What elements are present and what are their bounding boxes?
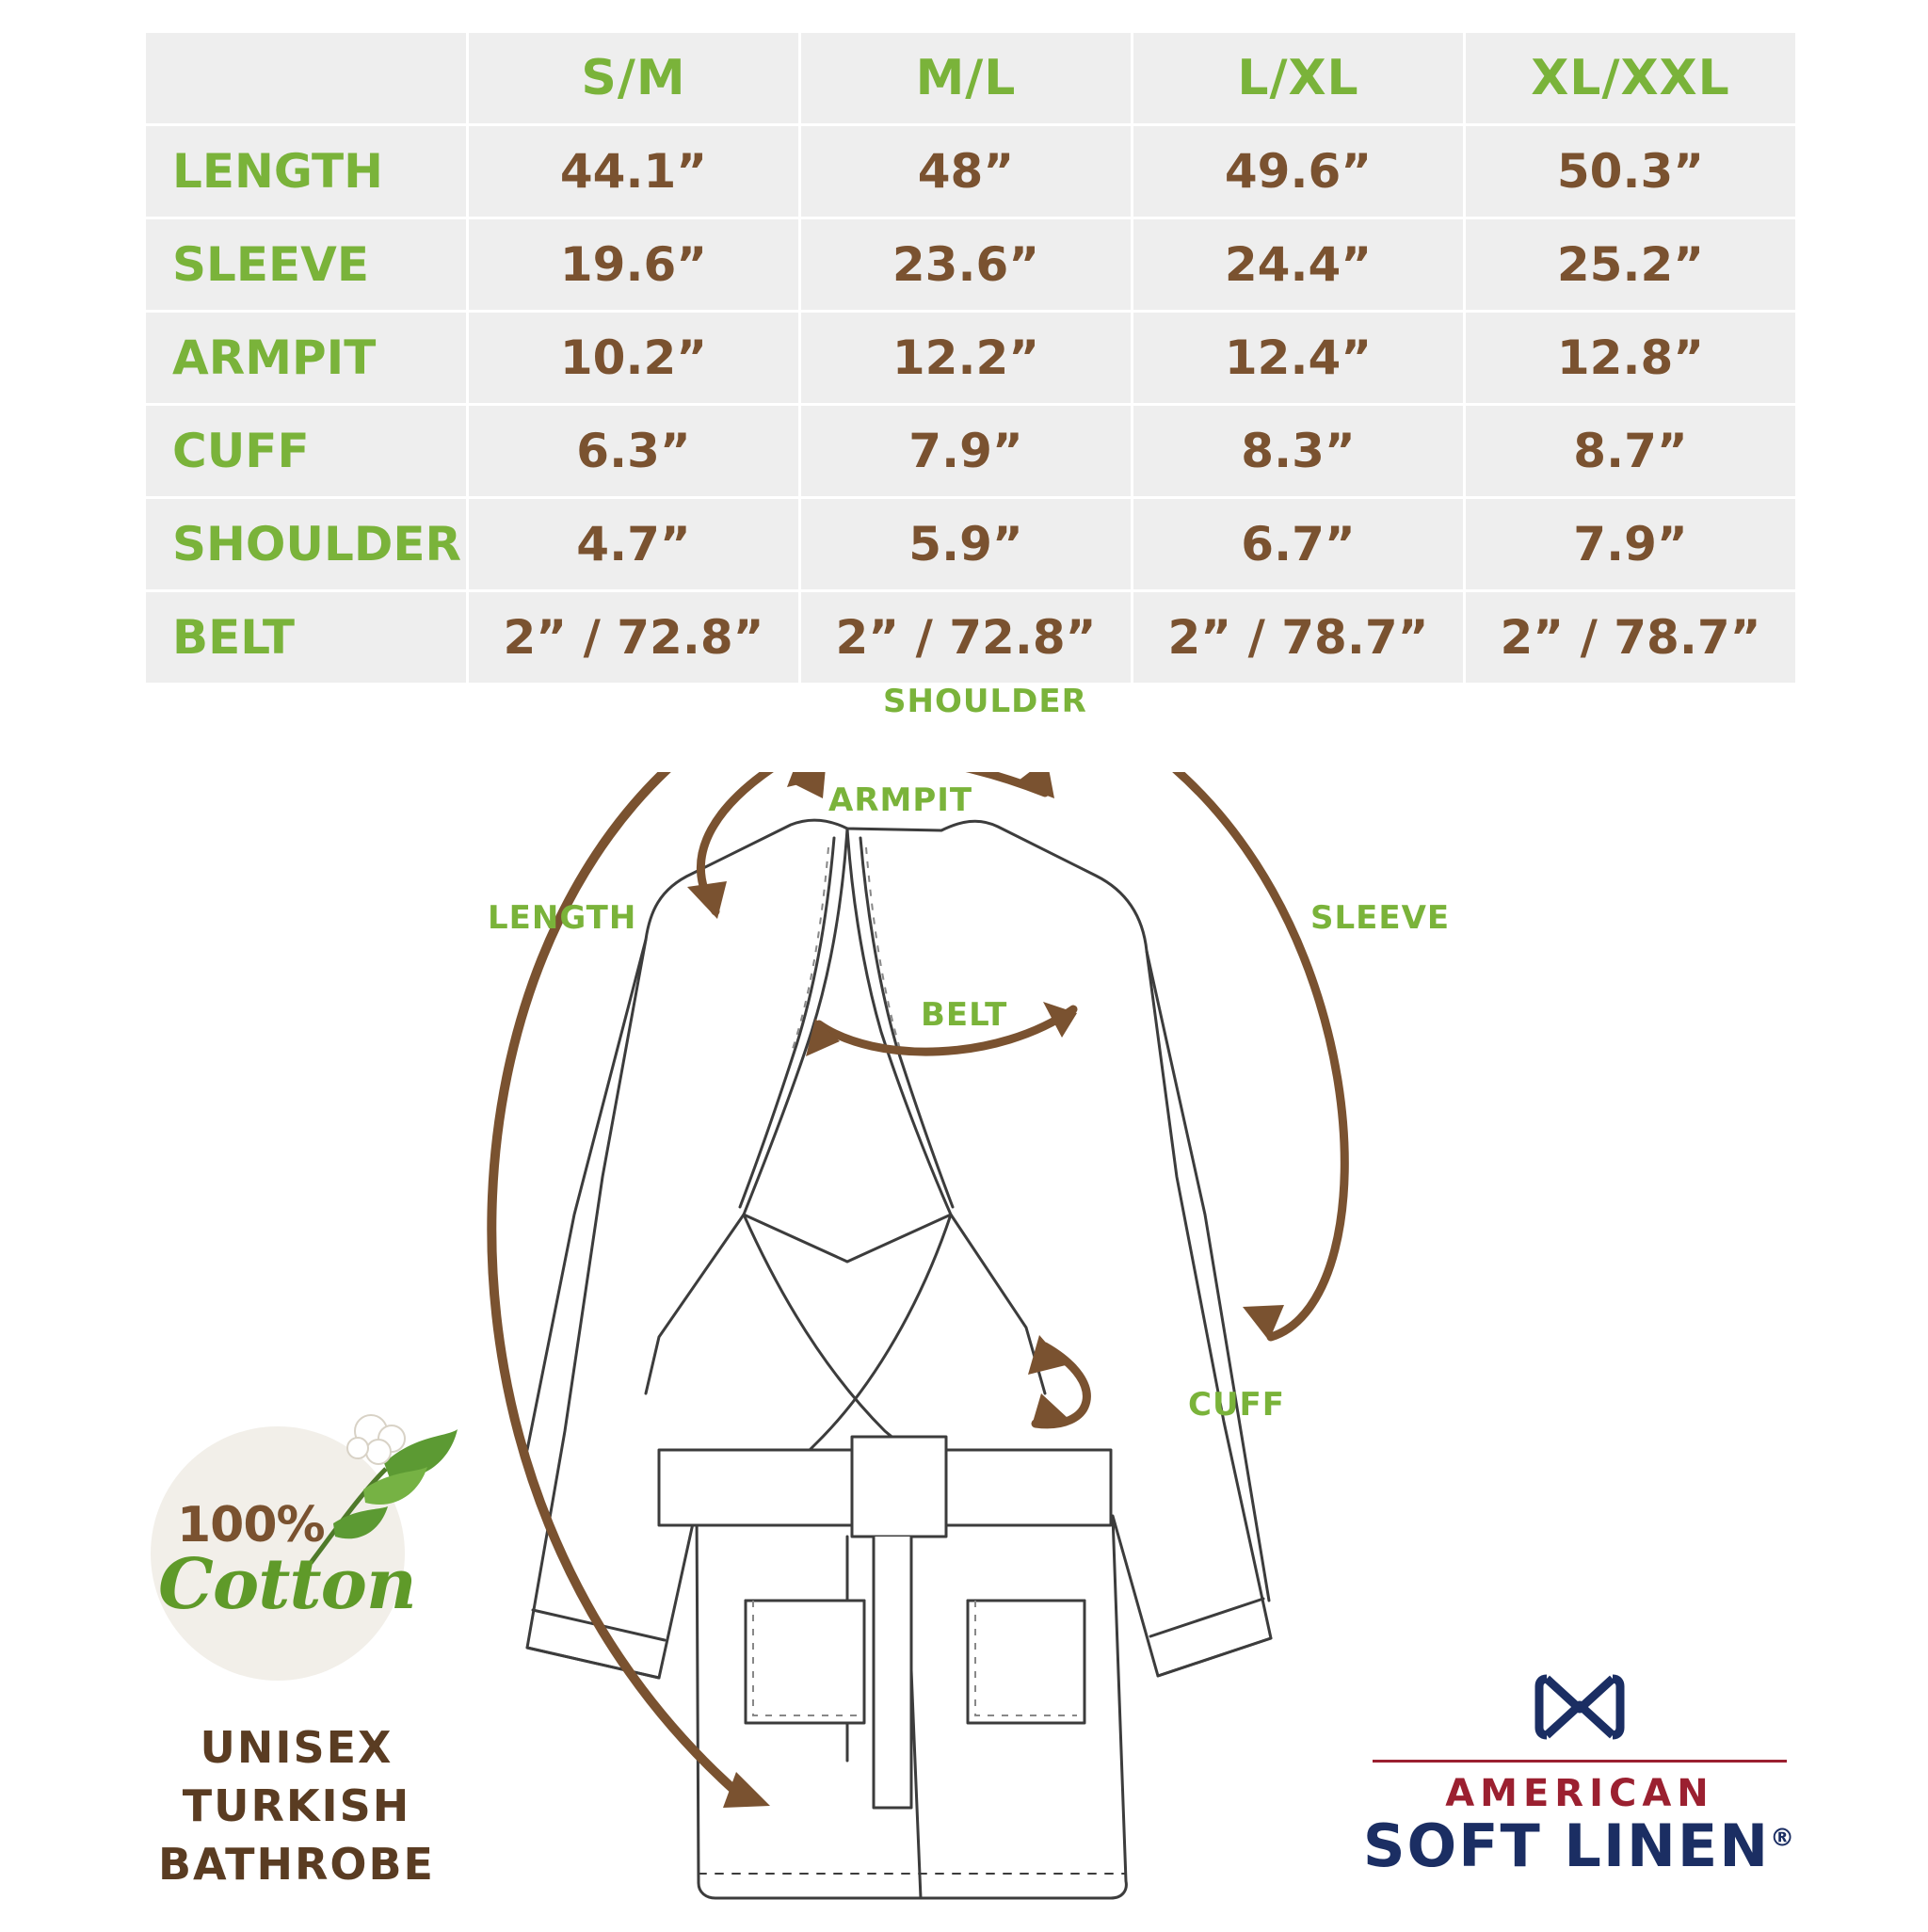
cell-cuff-ml: 7.9” bbox=[800, 405, 1133, 498]
caption-line-2: TURKISH bbox=[182, 1780, 411, 1832]
column-header-xlxxl: XL/XXL bbox=[1465, 32, 1797, 125]
column-header-sm: S/M bbox=[468, 32, 800, 125]
brand-divider bbox=[1373, 1760, 1787, 1763]
cell-sleeve-lxl: 24.4” bbox=[1133, 218, 1465, 312]
cell-belt-sm: 2” / 72.8” bbox=[468, 591, 800, 684]
badge-material: Cotton bbox=[158, 1544, 416, 1625]
cell-armpit-xlxxl: 12.8” bbox=[1465, 312, 1797, 405]
size-table bbox=[143, 30, 1798, 685]
row-label-cuff: CUFF bbox=[145, 405, 468, 498]
column-header-ml: M/L bbox=[800, 32, 1133, 125]
label-shoulder: SHOULDER bbox=[883, 683, 1087, 720]
label-belt: BELT bbox=[921, 996, 1008, 1034]
knot-logo-icon bbox=[1518, 1660, 1641, 1754]
cell-shoulder-xlxxl: 7.9” bbox=[1465, 498, 1797, 591]
cell-sleeve-xlxxl: 25.2” bbox=[1465, 218, 1797, 312]
row-label-armpit: ARMPIT bbox=[145, 312, 468, 405]
row-label-shoulder: SHOULDER bbox=[145, 498, 468, 591]
label-sleeve: SLEEVE bbox=[1310, 899, 1451, 937]
cell-cuff-sm: 6.3” bbox=[468, 405, 800, 498]
brand-soft-linen-text: SOFT LINEN bbox=[1362, 1811, 1771, 1880]
row-label-sleeve: SLEEVE bbox=[145, 218, 468, 312]
column-header-lxl: L/XL bbox=[1133, 32, 1465, 125]
caption-line-3: BATHROBE bbox=[158, 1839, 435, 1891]
cell-length-lxl: 49.6” bbox=[1133, 125, 1465, 218]
label-cuff: CUFF bbox=[1188, 1386, 1286, 1424]
label-armpit: ARMPIT bbox=[828, 781, 973, 819]
cell-belt-xlxxl: 2” / 78.7” bbox=[1465, 591, 1797, 684]
table-corner-cell bbox=[145, 32, 468, 125]
table-header-row bbox=[145, 32, 1797, 125]
cell-cuff-lxl: 8.3” bbox=[1133, 405, 1465, 498]
cell-length-sm: 44.1” bbox=[468, 125, 800, 218]
cell-belt-lxl: 2” / 78.7” bbox=[1133, 591, 1465, 684]
product-caption bbox=[113, 1718, 480, 1893]
brand-lockup bbox=[1335, 1660, 1824, 1880]
cell-shoulder-sm: 4.7” bbox=[468, 498, 800, 591]
table-row bbox=[145, 125, 1797, 218]
brand-american: AMERICAN bbox=[1445, 1771, 1714, 1815]
badge-percent: 100% bbox=[177, 1497, 325, 1554]
label-length: LENGTH bbox=[488, 899, 637, 937]
cell-armpit-lxl: 12.4” bbox=[1133, 312, 1465, 405]
cell-sleeve-ml: 23.6” bbox=[800, 218, 1133, 312]
cell-length-xlxxl: 50.3” bbox=[1465, 125, 1797, 218]
cell-belt-ml: 2” / 72.8” bbox=[800, 591, 1133, 684]
cell-armpit-sm: 10.2” bbox=[468, 312, 800, 405]
brand-registered-mark: ® bbox=[1770, 1824, 1797, 1853]
row-label-belt: BELT bbox=[145, 591, 468, 684]
table-row bbox=[145, 591, 1797, 684]
cell-shoulder-ml: 5.9” bbox=[800, 498, 1133, 591]
cell-cuff-xlxxl: 8.7” bbox=[1465, 405, 1797, 498]
table-row bbox=[145, 312, 1797, 405]
cell-armpit-ml: 12.2” bbox=[800, 312, 1133, 405]
brand-soft-linen bbox=[1335, 1811, 1824, 1880]
table-row bbox=[145, 498, 1797, 591]
caption-line-1: UNISEX bbox=[200, 1722, 394, 1773]
row-label-length: LENGTH bbox=[145, 125, 468, 218]
cotton-badge bbox=[141, 1412, 442, 1704]
cell-shoulder-lxl: 6.7” bbox=[1133, 498, 1465, 591]
cell-sleeve-sm: 19.6” bbox=[468, 218, 800, 312]
table-row bbox=[145, 405, 1797, 498]
table-row bbox=[145, 218, 1797, 312]
cell-length-ml: 48” bbox=[800, 125, 1133, 218]
